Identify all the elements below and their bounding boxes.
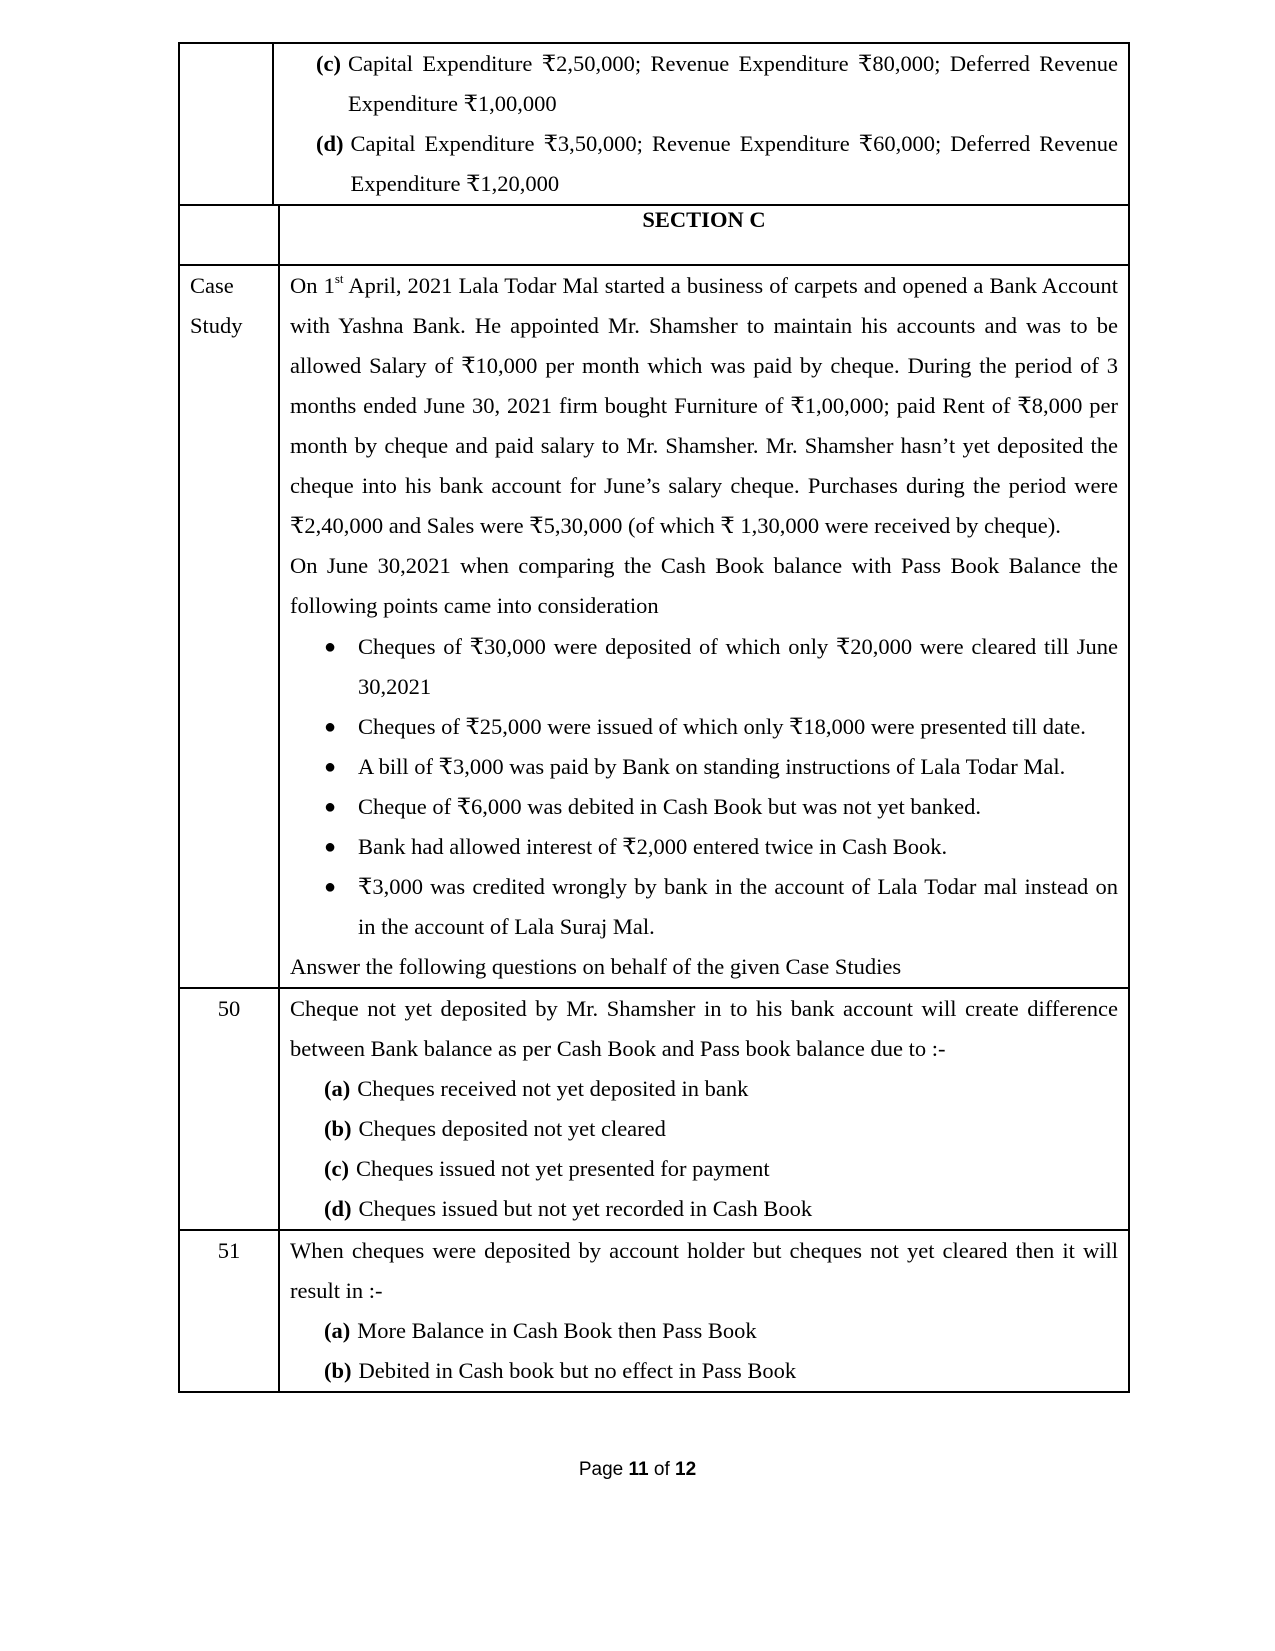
q50-row — [178, 987, 1130, 1229]
section-empty-cell — [180, 206, 280, 264]
option-label: (b) — [324, 1358, 352, 1383]
q50-option-b — [290, 1109, 1118, 1149]
bullet-icon: ● — [324, 876, 337, 898]
bullet-icon: ● — [324, 796, 337, 818]
option-text: Capital Expenditure ₹2,50,000; Revenue Expenditure ₹80,000; Deferred Revenue Expenditure ₹1,00,000 — [347, 51, 1118, 116]
option-text: Debited in Cash book but no effect in Pass Book — [358, 1358, 797, 1383]
option-label: (a) — [324, 1318, 351, 1343]
option-text: Capital Expenditure ₹3,50,000; Revenue Expenditure ₹60,000; Deferred Revenue Expenditure ₹1,20,000 — [350, 131, 1118, 196]
bullet-item — [324, 827, 1118, 867]
case-study-label-line2: Study — [190, 313, 243, 338]
q49-option-c — [316, 44, 1118, 124]
option-text: Cheques deposited not yet cleared — [358, 1116, 666, 1141]
section-row — [178, 204, 1130, 264]
option-text: Cheques received not yet deposited in bank — [357, 1076, 749, 1101]
q49-options-cell — [274, 44, 1128, 204]
bullet-icon: ● — [324, 756, 337, 778]
option-label: (c) — [316, 51, 341, 76]
bullet-text: A bill of ₹3,000 was paid by Bank on standing instructions of Lala Todar Mal. — [358, 754, 1066, 779]
bullet-icon: ● — [324, 636, 337, 658]
bullet-text: Cheque of ₹6,000 was debited in Cash Book but was not yet banked. — [358, 794, 981, 819]
bullet-text: Cheques of ₹25,000 were issued of which only ₹18,000 were presented till date. — [358, 714, 1086, 739]
current-page-number: 11 — [628, 1459, 649, 1480]
q50-content — [280, 989, 1128, 1229]
para1-prefix: On 1 — [290, 273, 335, 298]
q49-number-cell — [180, 44, 274, 204]
bullet-item — [324, 747, 1118, 787]
q51-option-b — [290, 1351, 1118, 1391]
bullet-icon: ● — [324, 716, 337, 738]
bullet-icon: ● — [324, 836, 337, 858]
option-label: (d) — [316, 131, 344, 156]
bullet-item — [324, 787, 1118, 827]
option-text: Cheques issued not yet presented for payment — [355, 1156, 770, 1181]
case-study-label-line1: Case — [190, 273, 234, 298]
case-study-row — [178, 264, 1130, 987]
question-table — [178, 42, 1130, 1393]
q50-option-a — [290, 1069, 1118, 1109]
q51-row — [178, 1229, 1130, 1393]
case-study-paragraph-1 — [290, 266, 1118, 546]
case-study-paragraph-2: On June 30,2021 when comparing the Cash Book balance with Pass Book Balance the following points came into consideration — [290, 553, 1118, 618]
bullet-text: ₹3,000 was credited wrongly by bank in the account of Lala Todar mal instead on in the account of Lala Suraj Mal. — [358, 874, 1118, 939]
bullet-text: Bank had allowed interest of ₹2,000 entered twice in Cash Book. — [358, 834, 948, 859]
para1-text: April, 2021 Lala Todar Mal started a business of carpets and opened a Bank Account with Yashna Bank. He appointed Mr. Shamsher to maintain his accounts and was to be allowed Salary of ₹10,000 per month which was paid by cheque. During the period of 3 months ended June 30, 2021 firm bought Furniture of ₹1,00,000; paid Rent of ₹8,000 per month by cheque and paid salary to Mr. Shamsher. Mr. Shamsher hasn’t yet deposited the cheque into his bank account for June’s salary cheque. Purchases during the period were ₹2,40,000 and Sales were ₹5,30,000 (of which ₹ 1,30,000 were received by cheque). — [290, 273, 1118, 538]
case-study-closing: Answer the following questions on behalf of the given Case Studies — [290, 954, 902, 979]
case-study-content — [280, 266, 1128, 987]
option-text: More Balance in Cash Book then Pass Book — [357, 1318, 757, 1343]
q49-option-d — [316, 124, 1118, 204]
bullet-text: Cheques of ₹30,000 were deposited of which only ₹20,000 were cleared till June 30,2021 — [358, 634, 1118, 699]
footer-prefix: Page — [578, 1459, 629, 1480]
option-label: (c) — [324, 1156, 349, 1181]
q50-option-c — [290, 1149, 1118, 1189]
bullet-item — [324, 627, 1118, 707]
page-footer — [0, 1459, 1275, 1481]
q51-number: 51 — [180, 1231, 280, 1391]
option-label: (d) — [324, 1196, 352, 1221]
q50-question: Cheque not yet deposited by Mr. Shamsher in to his bank account will create difference between Bank balance as per Cash Book and Pass book balance due to :- — [290, 996, 1118, 1061]
q51-option-a — [290, 1311, 1118, 1351]
q49-row — [178, 42, 1130, 204]
case-study-label-cell — [180, 266, 280, 987]
section-title: SECTION C — [642, 207, 766, 232]
q50-number: 50 — [180, 989, 280, 1229]
total-pages: 12 — [675, 1459, 697, 1480]
q50-option-d — [290, 1189, 1118, 1229]
q51-question: When cheques were deposited by account holder but cheques not yet cleared then it will result in :- — [290, 1238, 1118, 1303]
para1-superscript: st — [334, 270, 344, 286]
option-label: (a) — [324, 1076, 351, 1101]
footer-middle: of — [648, 1459, 675, 1480]
option-text: Cheques issued but not yet recorded in Cash Book — [358, 1196, 813, 1221]
bullet-item — [324, 707, 1118, 747]
bullet-item — [324, 867, 1118, 947]
q51-content — [280, 1231, 1128, 1391]
option-label: (b) — [324, 1116, 352, 1141]
